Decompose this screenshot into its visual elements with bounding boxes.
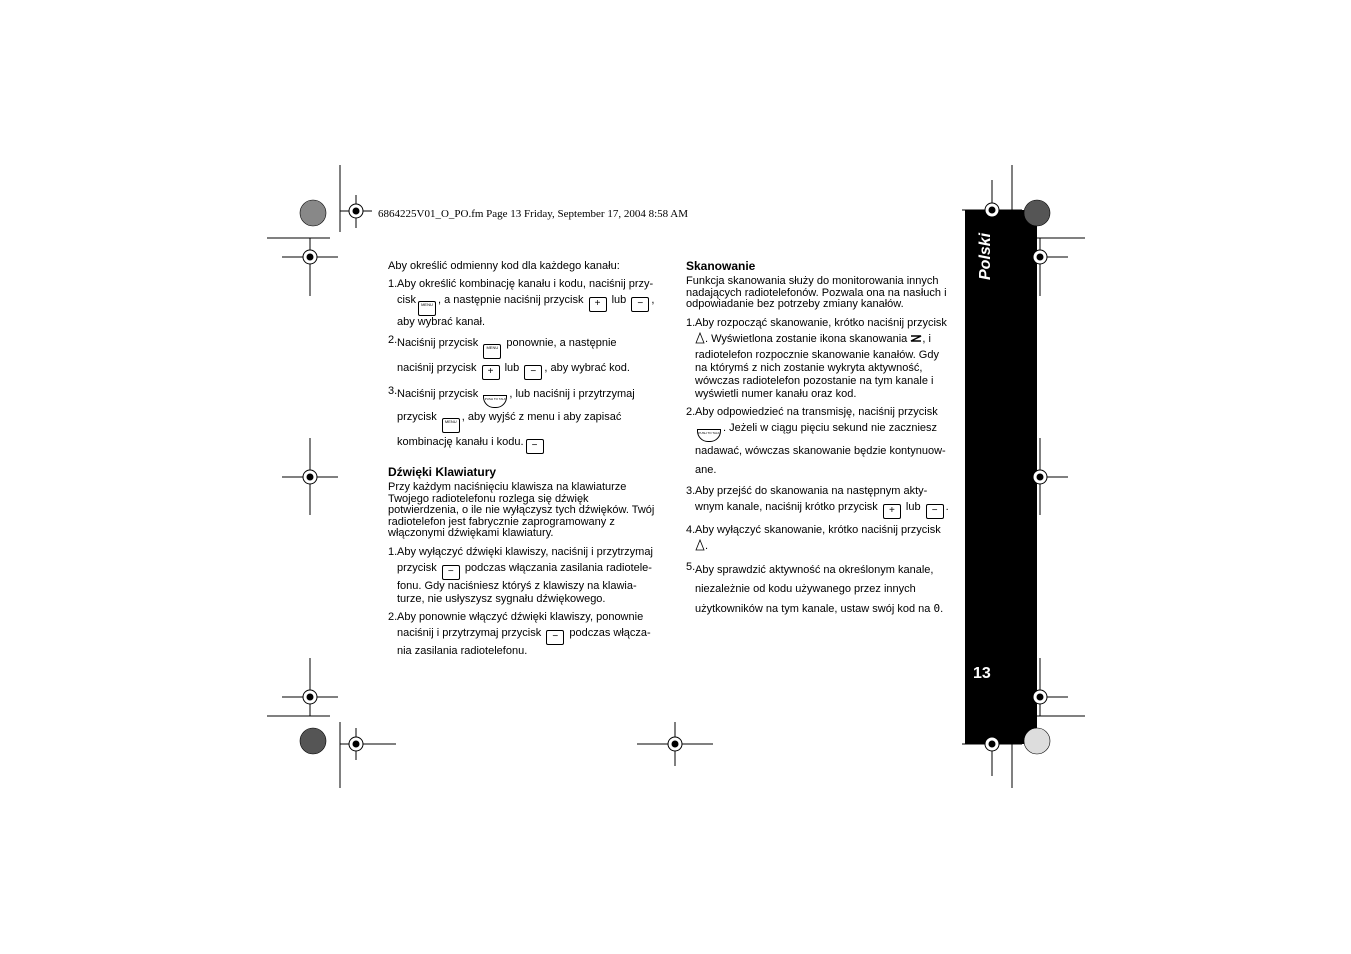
list-item: 3. Naciśnij przycisk PUSH TO TALK , lub naciśnij i przytrzymaj przycisk MENU , aby wyjść z menu i aby zapisać kombinację kanału i kodu.− [388, 385, 658, 454]
language-label: Polski [977, 232, 994, 280]
print-header: 6864225V01_O_PO.fm Page 13 Friday, September 17, 2004 8:58 AM [378, 208, 689, 220]
paragraph: Funkcja skanowania służy do monitorowania innych nadających radiotelefonów. Pozwala ona na nasłuch i odpowiadanie bez potrzeby zmiany kanałów. [686, 275, 947, 310]
right-column [686, 260, 954, 624]
section-heading: Skanowanie [686, 259, 756, 273]
minus-key-icon [546, 630, 564, 645]
scan-key-icon [695, 332, 705, 344]
list-item: 1. Aby określić kombinację kanału i kodu, naciśnij przy- ciskMENU , a następnie naciśnij przycisk + lub − , aby wybrać kanał. [388, 278, 658, 329]
list-item: 2. Aby ponownie włączyć dźwięki klawiszy, ponownie naciśnij i przytrzymaj przycisk − podczas włącza- nia zasilania radiotelefonu. [388, 611, 658, 658]
list-item: 1. Aby rozpocząć skanowanie, krótko naciśnij przycisk . Wyświetlona zostanie ikona skanowania , i radiotelefon rozpocznie skanowanie kanałów. Gdy na którymś z nich zostanie wykryta aktywność, wówczas radiotelefon pozostanie na tym kanale i wyświetli numer kanału oraz kod. [686, 316, 947, 400]
list-item: 5. Aby sprawdzić aktywność na określonym kanale, niezależnie od kodu używanego przez innych użytkowników na tym kanale, ustaw swój kod na 0. [686, 560, 944, 615]
menu-key-icon [483, 344, 501, 359]
list-item: 2. Aby odpowiedzieć na transmisję, naciśnij przycisk PUSH TO TALK. Jeżeli w ciągu pięciu sekund nie zaczniesz nadawać, wówczas skanowanie będzie kontynuow- ane. [686, 406, 954, 480]
section-heading: Dźwięki Klawiatury [388, 465, 497, 479]
display-digit: 0 [933, 601, 941, 615]
plus-key-icon [589, 297, 607, 312]
minus-key-icon [631, 297, 649, 312]
plus-key-icon [883, 504, 901, 519]
scan-indicator-icon [910, 332, 922, 344]
list-item: 2. Naciśnij przycisk MENU ponownie, a następnie naciśnij przycisk + lub − , aby wybrać kod. [388, 334, 658, 380]
push-to-talk-key-icon [697, 429, 721, 442]
minus-key-icon [524, 365, 542, 380]
minus-key-icon [926, 504, 944, 519]
language-tab [965, 210, 1037, 744]
left-column [388, 260, 658, 663]
scan-key-icon [695, 539, 705, 551]
paragraph: Przy każdym naciśnięciu klawisza na klawiaturze Twojego radiotelefonu rozlega się dźwięk potwierdzenia, o ile nie wyłączysz tych dźwięków. Twój radiotelefon jest fabrycznie zaprogramowany z włączonymi dźwiękami klawiatury. [388, 481, 655, 539]
push-to-talk-key-icon [483, 395, 507, 408]
list-item: 1. Aby wyłączyć dźwięki klawiszy, naciśnij i przytrzymaj przycisk − podczas włączania zasilania radiotele- fonu. Gdy naciśniesz któryś z klawiszy na klawia- turze, nie usłyszysz sygnału dźwiękowego. [388, 546, 658, 606]
page-number: 13 [973, 665, 991, 682]
menu-key-icon [418, 301, 436, 316]
minus-key-icon [526, 439, 544, 454]
menu-key-icon [442, 418, 460, 433]
intro-text: Aby określić odmienny kod dla każdego kanału: [388, 260, 620, 272]
list-item: 3. Aby przejść do skanowania na następnym akty- wnym kanale, naciśnij krótko przycisk + lub − . [686, 485, 954, 519]
plus-key-icon [482, 365, 500, 380]
list-item: 4. Aby wyłączyć skanowanie, krótko naciśnij przycisk . [686, 523, 941, 552]
minus-key-icon [442, 565, 460, 580]
